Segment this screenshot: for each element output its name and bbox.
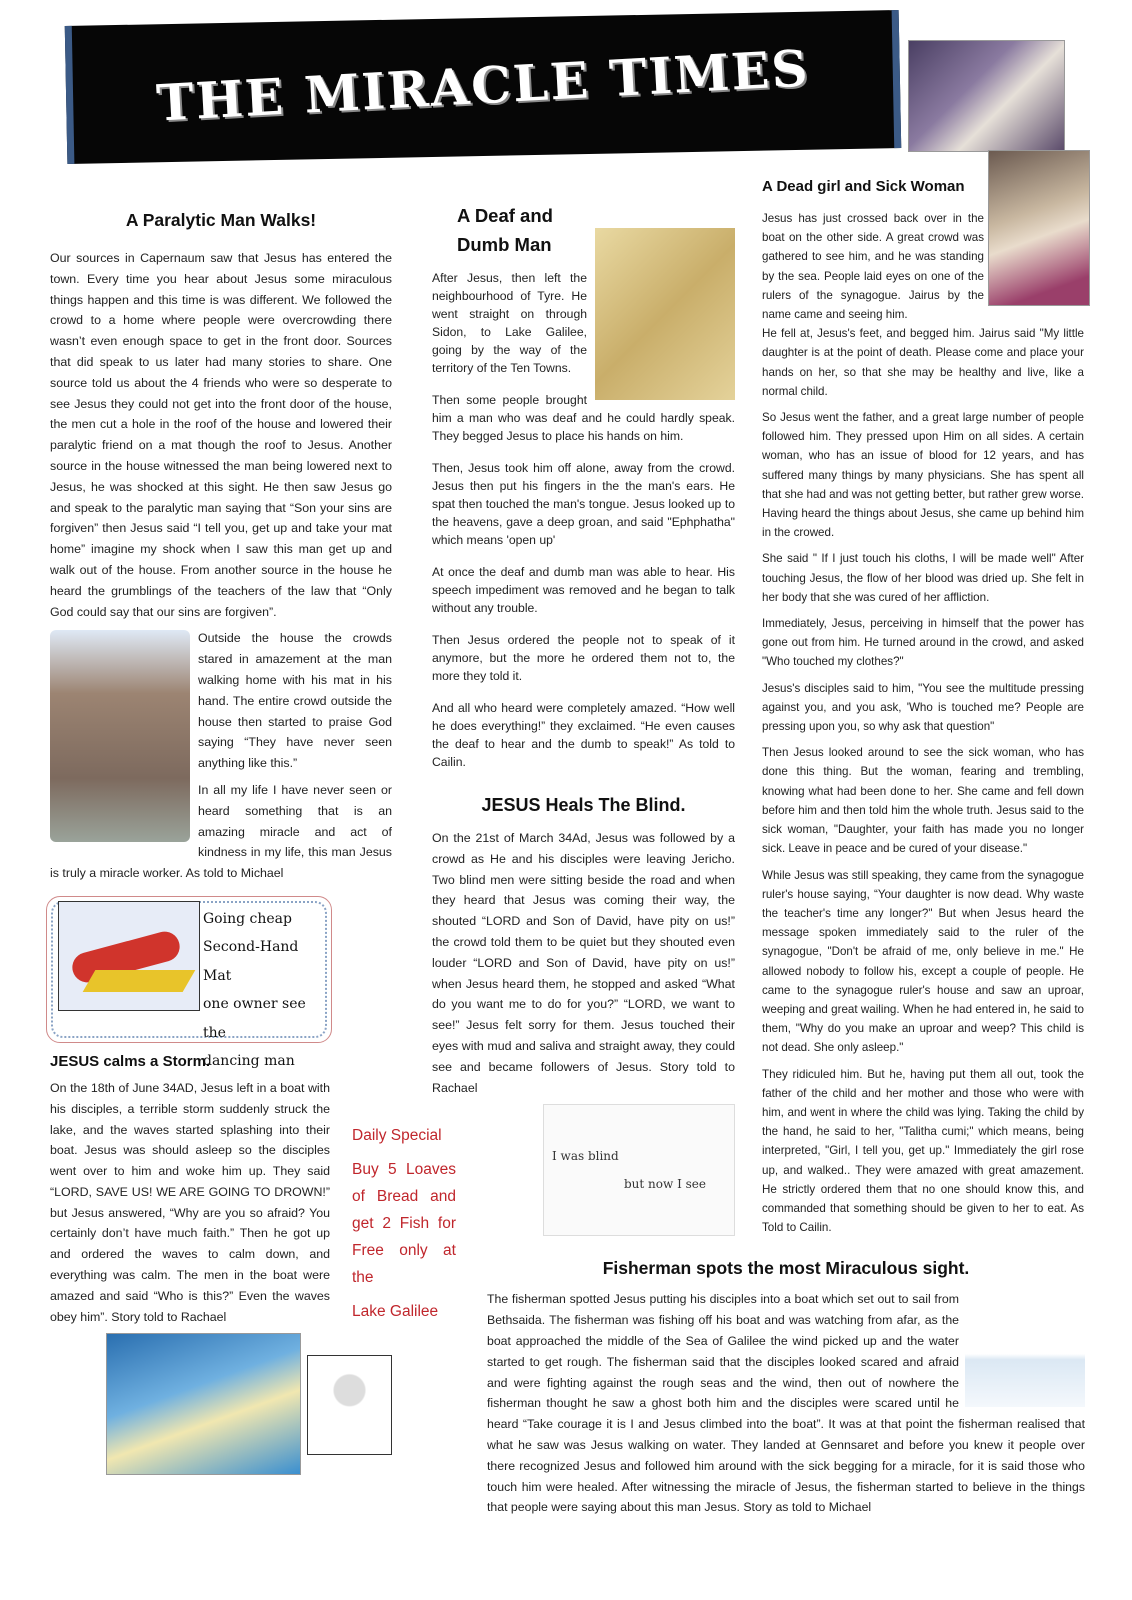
paralytic-paragraph: In all my life I have never seen or heard something that is an amazing miracle and act of kindness in my life, this man Jesus is truly a miracle worker. As told to Michael: [50, 782, 392, 881]
masthead-title: THE MIRACLE TIMES: [155, 38, 811, 133]
middle-right-columns: [432, 178, 1084, 1244]
fisherman-paragraph: The fisherman spotted Jesus putting his disciples into a boat which set out to sail from Bethsaida. The fisherman was fishing off his boat and was watching from afar, as the boat approached the middle of the Sea of Galilee the wind picked up and the water started to get rough. The fisherman said that the disciples looked scared and afraid and were fighting against the rough seas and the wind, then out of nowhere the fisherman thought he saw a ghost both him and the disciples were scared until he heard “Take courage it is I and Jesus climbed into the boat”. It was at that point the fisherman realised that what he saw was Jesus walking on water. They landed at Gennsaret and before you knew it people over there recognized Jesus and followed him around with the sick begging for a miracle, for it is said those who touch him were healed. After witnessing the miracle of Jesus, the fisherman started to believe in the things that people were saying about this man Jesus. Story as told to Michael: [487, 1292, 1085, 1515]
storm-paragraph: On the 18th of June 34AD, Jesus left in a boat with his disciples, a terrible storm suddenly struck the lake, and the waves started splashing into their boat. Jesus was should asleep so the disciples went over to him and woke him up. They said “LORD, SAVE US! WE ARE GOING TO DROWN!” but Jesus answered, “Why are you so afraid? You certainly don’t have much faith.” Then he got up and ordered the waves to calm down, and everything was calm. The men in the boat were amazed and said “Who is this?” Even the waves obey him”. Story told to Rachael: [50, 1080, 330, 1324]
right-column: [762, 178, 1084, 1244]
dead-girl-paragraph: Jesus's disciples said to him, "You see the multitude pressing against you, and you ask, 'Who is touched me? People are pressing upon you, so why ask that question": [762, 681, 1084, 734]
right-area: [432, 178, 1084, 1524]
deaf-heading: A Deaf and Dumb Man: [457, 205, 553, 255]
dead-girl-paragraph: Then Jesus looked around to see the sick woman, who has done this thing. But the woman, fearing and trembling, knowing what had been done to her. She came and fell down before him and then told him the whole truth. Jesus said to the sick woman, "Daughter, your faith has made you no longer sick. Leave in peace and be cured of your disease.": [762, 746, 1084, 856]
blind-image-caption: I was blind: [552, 1149, 619, 1164]
fisherman-article: [487, 1289, 1085, 1518]
dead-girl-paragraph: While Jesus was still speaking, they came from the synagogue ruler's house saying, “Your daughter is now dead. Why waste the teacher's time any longer?" But when Jesus heard the message spoken immediately said to the ruler of the synagogue, "Don't be afraid of me, only believe in me." He allowed nobody to follow his, except a couple of people. He came to the synagogue ruler's house and saw an uproar, weeping and great wailing. When he had entered in, he said to them, "Why do you make an uproar and weep? This child is not dead. She only asleep.": [762, 868, 1084, 1055]
advert-line: dancing man: [203, 1053, 295, 1070]
deaf-paragraph: After Jesus, then left the neighbourhood of Tyre. He went straight on through Sidon, to Lake Galilee, going by the way of the territory of the Ten Towns.: [432, 271, 587, 375]
bottom-images-row: [106, 1333, 392, 1475]
blind-article: [432, 828, 735, 1098]
daily-special-location: Lake Galilee: [352, 1302, 439, 1320]
blind-paragraph: On the 21st of March 34Ad, Jesus was followed by a crowd as He and his disciples were leaving Jericho. Two blind men were sitting beside the road and when they heard that Jesus was coming their way, the shouted “LORD and Son of David, have pity on us!” the crowd told them to be quiet but they shouted even louder “LORD and Son of David, have pity on us!” when Jesus heard them, he stopped and asked “What do you want me to do for you?” “LORD, we want to see!” Jesus felt sorry for them. Jesus touched their eyes with mud and saliva and straight away, they could see and became followers of Jesus. Story told to Rachael: [432, 831, 735, 1095]
storm-boat-image: [106, 1333, 301, 1475]
dead-girl-paragraph: They ridiculed him. But he, having put them all out, took the father of the child and her mother and those who were with him, and went in where the child was lying. Taking the child by the hand, he said to her, "Talitha cumi;" which means, being interpreted, "Girl, I tell you, get up." Immediately the girl rose up, and walked.. They were amazed with great amazement. He strictly ordered them that no one should know this, and commanded that something should be given to her to eat. As Told to Cailin.: [762, 1067, 1084, 1235]
storm-heading: JESUS calms a Storm.: [50, 1052, 211, 1070]
dead-girl-paragraph: Immediately, Jesus, perceiving in himself that the power has gone out from him. He turned around in the crowd, and asked "Who touched my clothes?": [762, 617, 1084, 669]
daily-special-offer: Buy 5 Loaves of Bread and get 2 Fish for Free only at the: [352, 1160, 456, 1286]
rolled-mat-image: [58, 901, 200, 1011]
building-cartoon-image: [50, 630, 190, 842]
advert-line: Second-Hand Mat: [203, 939, 299, 984]
fisherman-section: [487, 1258, 1085, 1518]
middle-column: [432, 178, 735, 1236]
deaf-paragraph: Then some people brought him a man who was deaf and he could hardly speak. They begged Jesus to place his hands on him.: [432, 393, 735, 443]
dead-girl-paragraph: He fell at, Jesus's feet, and begged him. Jairus said "My little daughter is at the point of death. Please come and place your hands on her, so that she may be healthy and live, like a normal child.: [762, 327, 1084, 398]
deaf-paragraph: Then, Jesus took him off alone, away from the crowd. Jesus then put his fingers in the the man's ears. He spat then touched the man's tongue. Jesus looked up to the heavens, gave a deep groan, and said "Ephphatha" which means 'open up': [432, 461, 735, 547]
jesus-healing-deaf-sketch: [595, 228, 735, 400]
loaves-and-fish-image: [307, 1355, 392, 1455]
paralytic-paragraph: Outside the house the crowds stared in amazement at the man walking home with his mat in his hand. The entire crowd outside the house then started to praise God saying “They have never seen anything like this.”: [198, 631, 392, 771]
fisherman-heading: Fisherman spots the most Miraculous sight.: [602, 1258, 970, 1279]
deaf-paragraph: And all who heard were completely amazed. “How well he does everything!” they exclaimed. “He even causes the deaf to hear and the dumb to speak!” As told to Cailin.: [432, 701, 735, 769]
dead-girl-article: [762, 209, 1084, 1237]
dead-girl-paragraph: Jesus has just crossed back over in the boat on the other side. A great crowd was gathered to see him, and he was standing by the sea. People laid eyes on one of the rulers of the synagogue. Jairus by the name came and seeing him.: [762, 212, 984, 322]
paralytic-article: [50, 248, 392, 890]
dead-girl-heading: A Dead girl and Sick Woman: [762, 178, 965, 195]
deaf-paragraph: At once the deaf and dumb man was able to hear. His speech impediment was removed and he began to talk without any trouble.: [432, 565, 735, 615]
advert-text: [203, 905, 325, 1076]
jesus-walking-on-water-image: [965, 1289, 1085, 1407]
dead-girl-paragraph: She said " If I just touch his cloths, I will be made well" After touching Jesus, the flow of her blood was dried up. She felt in her body that she was cured of her affliction.: [762, 552, 1084, 604]
left-column: [50, 210, 456, 1475]
dead-girl-paragraph: So Jesus went the father, and a great large number of people followed him. They pressed upon Him on all sides. A certain woman, who has an issue of blood for 12 years, and has suffered many things by many physicians. She has spent all that she had and was not getting better, but rather grew worse. Having heard the things about Jesus, she came up behind him in the crowed.: [762, 411, 1084, 540]
advert-line: Going cheap: [203, 910, 292, 927]
deaf-paragraph: Then Jesus ordered the people not to speak of it anymore, but the more he ordered them not to, the more they told it.: [432, 633, 735, 683]
daily-special-title: Daily Special: [352, 1126, 442, 1144]
blind-heading: JESUS Heals The Blind.: [481, 795, 686, 815]
paralytic-paragraph: Our sources in Capernaum saw that Jesus has entered the town. Every time you hear about Jesus some miraculous things happen and this time is was different. We followed the crowd to a home where people were overcrowding there wasn’t even enough space to get in the front door. Sources that did speak to us later had many stories to share. One source told us about the 4 friends who were so desperate to see Jesus they could not get into the front door of the house, the men cut a hole in the roof of the house and lowered their paralytic friend on a mat though the roof to Jesus. Another source in the house witnessed the man being lowered next to Jesus, he was shocked at this sight. He then saw Jesus go and speak to the paralytic man saying that “Son your sins are forgiven” then Jesus said “I tell you, get up and take your mat home” imagine my shock when I saw this man get up and walk out of the house. From another source in the house he heard the grumblings of the teachers of the law that “Only God could say that our sins are forgiven”.: [50, 251, 392, 619]
advert-line: one owner see the: [203, 996, 306, 1041]
masthead-banner: [65, 10, 901, 164]
storm-row: [50, 1078, 456, 1334]
blind-image-wrap: [543, 1104, 735, 1236]
storm-article: [50, 1078, 330, 1334]
blind-image-caption: but now I see: [624, 1177, 707, 1192]
jesus-healing-woman-image: [908, 40, 1065, 152]
paralytic-heading: A Paralytic Man Walks!: [125, 210, 317, 230]
